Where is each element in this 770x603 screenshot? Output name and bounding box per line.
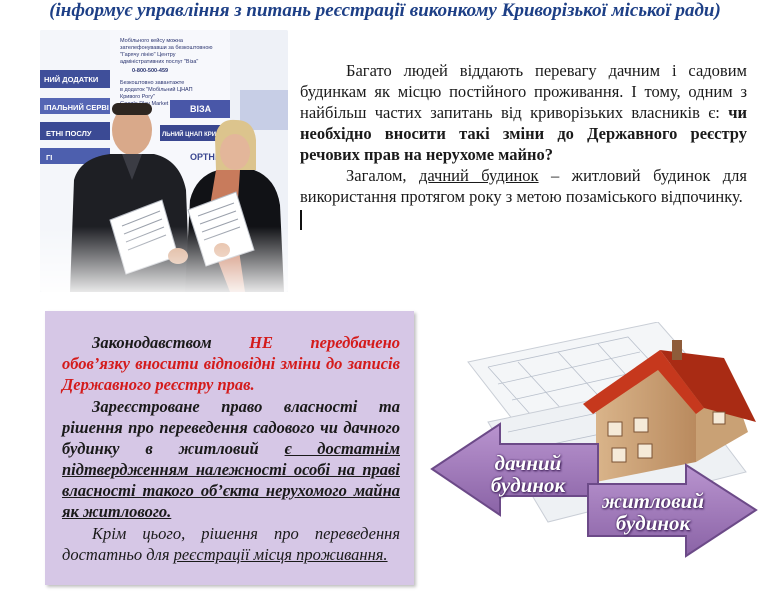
box-paragraph-3: Крім цього, рішення про переведення достатньо для реєстрації місця проживання. [62, 524, 400, 564]
photo-two-people-with-documents [40, 30, 288, 292]
header-caption: (інформує управління з питань реєстрації виконкому Криворізької міської ради) [49, 0, 721, 21]
info-box-text [62, 332, 400, 566]
text-cursor [300, 210, 302, 230]
box-paragraph-1: Законодавством НЕ передбачено обов’язку вносити відповідні зміни до записів Державного реєстру прав. [62, 333, 400, 394]
intro-paragraph-1: Багато людей віддають перевагу дачним і садовим будинкам як місцю постійного проживання. І тому, одним з найбільш частих запитань від криворізьких власників є: чи необхідно вносити такі зміни до Державного реєстру речових прав на нерухоме майно? [300, 61, 747, 164]
box-paragraph-2: Зареєстроване право власності та рішення про переведення садового чи дачного будинку в житловий є достатнім підтвердженням належності особі на праві власності такого об’єкта нерухомого майна як житлового. [62, 397, 400, 521]
right-arrow-label: житловий будинок [601, 489, 705, 535]
left-arrow-label: дачний будинок [490, 451, 566, 497]
intro-paragraph-2: Загалом, дачний будинок – житловий будинок для використання протягом року з метою позаміського відпочинку. [300, 166, 748, 206]
key-question: чи необхідно вносити такі зміни до Державного реєстру речових прав на нерухоме майно? [300, 103, 747, 164]
house-conversion-illustration [428, 322, 760, 587]
term-dacha-house: дачний будинок [419, 166, 539, 185]
intro-text [300, 60, 747, 230]
